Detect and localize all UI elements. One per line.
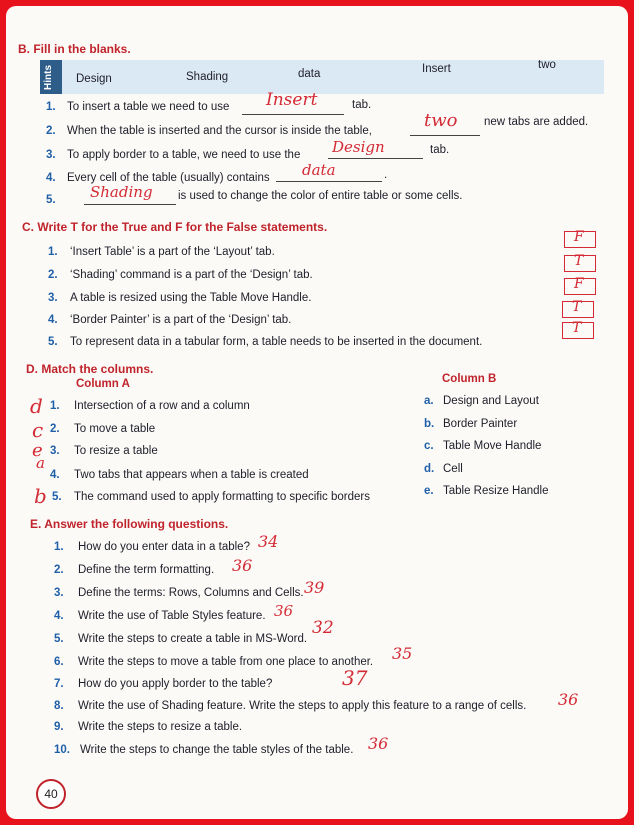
handwritten-answer: c [32,418,44,442]
handwritten-answer: b [34,484,47,508]
blank-line [276,181,382,182]
question-text: How do you enter data in a table? [78,541,250,553]
blank-line [84,204,176,205]
item-number: 10. [54,744,70,756]
question-text: Write the use of Table Styles feature. [78,610,266,622]
column-a-title: Column A [76,378,130,390]
handwritten-answer: d [30,394,43,418]
handwritten-answer: T [572,320,582,336]
handwritten-page-ref: 36 [274,602,294,620]
statement-text: To represent data in a tabular form, a table needs to be inserted in the document. [70,336,483,348]
item-number: 2. [54,564,64,576]
handwritten-page-ref: 34 [258,532,279,551]
statement-text: ‘Shading’ command is a part of the ‘Design’ tab. [70,269,313,281]
column-b-title: Column B [442,373,497,385]
column-b-item: Design and Layout [443,395,539,407]
question-text: Write the use of Shading feature. Write the steps to apply this feature to a range of cells. [78,700,527,712]
hints-band [40,60,604,94]
item-number: 1. [48,246,58,258]
item-number: 5. [54,633,64,645]
item-number: 4. [48,314,58,326]
section-d-title: D. Match the columns. [26,362,154,376]
item-number: 3. [50,445,60,457]
item-number: 5. [52,491,62,503]
question-text: Write the steps to change the table styles of the table. [80,744,354,756]
question-text: Write the steps to resize a table. [78,721,243,733]
handwritten-answer: Insert [266,90,318,110]
item-number: 5. [48,336,58,348]
blank-sentence-start: To insert a table we need to use [67,101,230,113]
handwritten-page-ref: 35 [392,644,413,663]
item-number: 7. [54,678,64,690]
blank-sentence-start: To apply border to a table, we need to use the [67,149,301,161]
item-number: 9. [54,721,64,733]
blank-line [328,158,423,159]
handwritten-page-ref: 36 [368,734,389,753]
column-b-item: Cell [443,463,463,475]
handwritten-page-ref: 36 [558,690,579,709]
handwritten-answer: two [424,110,458,131]
section-b-title: B. Fill in the blanks. [18,42,131,56]
item-number: 5. [46,194,56,206]
blank-sentence-end: tab. [352,99,372,111]
item-number: 4. [46,172,56,184]
handwritten-answer: F [574,229,584,245]
handwritten-answer: F [574,276,584,292]
hints-label-box [40,60,62,94]
question-text: Define the term formatting. [78,564,215,576]
blank-sentence-end: is used to change the color of entire table or some cells. [178,190,463,202]
column-b-item: Border Painter [443,418,518,430]
handwritten-answer: T [574,253,584,269]
item-letter: b. [424,418,435,430]
question-text: Write the steps to move a table from one place to another. [78,656,374,668]
item-number: 8. [54,700,64,712]
item-number: 2. [50,423,60,435]
blank-line [410,135,480,136]
column-a-item: To resize a table [74,445,158,457]
item-number: 6. [54,656,64,668]
hint-word: data [298,68,321,80]
item-letter: d. [424,463,435,475]
blank-sentence-start: Every cell of the table (usually) contains [67,172,270,184]
section-e-title: E. Answer the following questions. [30,517,229,531]
workbook-page [6,6,628,819]
item-number: 4. [54,610,64,622]
handwritten-answer: data [302,161,336,179]
handwritten-answer: e [32,440,43,461]
question-text: Write the steps to create a table in MS-Word. [78,633,308,645]
item-number: 4. [50,469,60,481]
item-number: 3. [54,587,64,599]
item-number: 1. [46,101,56,113]
handwritten-page-ref: 37 [342,666,368,690]
column-a-item: To move a table [74,423,156,435]
blank-sentence-start: When the table is inserted and the cursor is inside the table, [67,125,372,137]
page-number: 40 [36,779,66,809]
hint-word: Shading [186,71,229,83]
handwritten-page-ref: 39 [304,578,325,597]
hint-word: Design [76,73,112,85]
handwritten-page-ref: 32 [312,618,334,638]
item-number: 1. [50,400,60,412]
question-text: How do you apply border to the table? [78,678,273,690]
item-letter: a. [424,395,434,407]
blank-sentence-end: new tabs are added. [484,116,589,128]
blank-line [242,114,344,115]
column-a-item: Two tabs that appears when a table is created [74,469,309,481]
column-a-item: The command used to apply formatting to specific borders [74,491,370,503]
statement-text: A table is resized using the Table Move Handle. [70,292,312,304]
item-letter: c. [424,440,434,452]
item-number: 2. [48,269,58,281]
blank-sentence-end: . [384,169,388,181]
item-letter: e. [424,485,434,497]
handwritten-answer: Design [332,138,385,156]
item-number: 1. [54,541,64,553]
item-number: 2. [46,125,56,137]
handwritten-answer: Shading [90,183,153,201]
handwritten-page-ref: 36 [232,556,253,575]
item-number: 3. [46,149,56,161]
hints-label: Hints [43,65,54,90]
item-number: 3. [48,292,58,304]
statement-text: ‘Insert Table’ is a part of the ‘Layout’ tab. [70,246,275,258]
blank-sentence-end: tab. [430,144,450,156]
column-b-item: Table Resize Handle [443,485,549,497]
question-text: Define the terms: Rows, Columns and Cells. [78,587,304,599]
hint-word: two [538,59,556,71]
column-b-item: Table Move Handle [443,440,542,452]
hint-word: Insert [422,63,451,75]
section-c-title: C. Write T for the True and F for the False statements. [22,220,328,234]
handwritten-answer: a [36,454,45,472]
column-a-item: Intersection of a row and a column [74,400,250,412]
statement-text: ‘Border Painter’ is a part of the ‘Design’ tab. [70,314,292,326]
handwritten-answer: T [572,299,582,315]
